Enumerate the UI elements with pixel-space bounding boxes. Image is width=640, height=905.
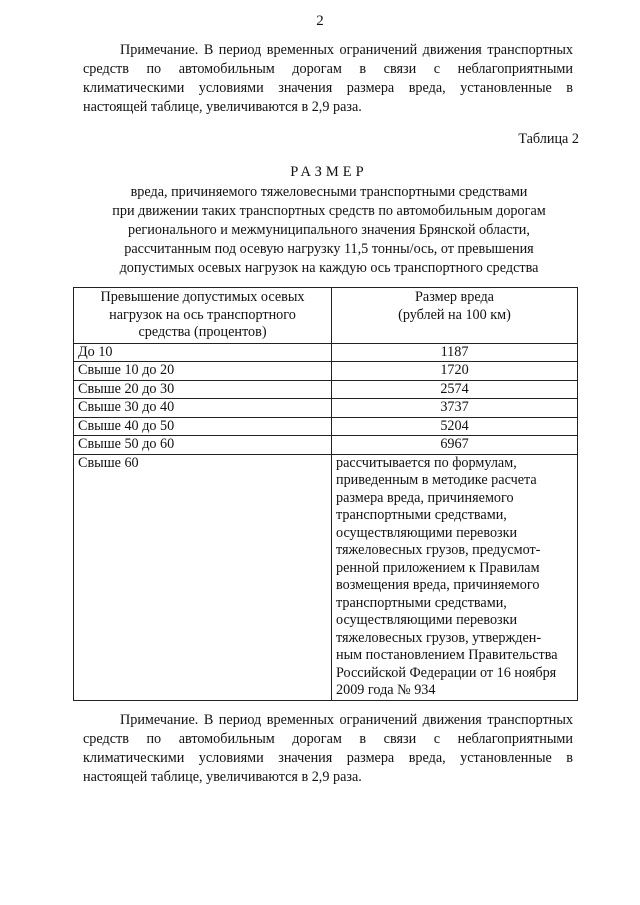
formula-line: тяжеловесных грузов, предусмот- — [336, 542, 541, 558]
heading-title: РАЗМЕР — [290, 164, 368, 180]
formula-line: тяжеловесных грузов, утвержден- — [336, 629, 542, 646]
formula-cell — [332, 454, 578, 700]
table-row — [74, 343, 578, 362]
heading-line-2: при движении таких транспортных средств по автомобильным дорогам — [112, 203, 546, 219]
amount-cell: 2574 — [332, 380, 578, 399]
amount-cell: 3737 — [332, 399, 578, 418]
formula-line: ренной приложением к Правилам — [336, 559, 540, 576]
heading-line-5: допустимых осевых нагрузок на каждую ось транспортного средства — [119, 260, 539, 276]
damage-table — [73, 287, 578, 701]
formula-line: приведенным в методике расчета — [336, 472, 537, 488]
header-load — [74, 288, 332, 344]
table-row — [74, 380, 578, 399]
load-cell: Свыше 50 до 60 — [74, 436, 332, 455]
table-label: Таблица 2 — [518, 131, 579, 147]
formula-line: транспортными средствами, — [336, 594, 507, 611]
table-row — [74, 399, 578, 418]
table-row — [74, 436, 578, 455]
heading-line-4: рассчитанным под осевую нагрузку 11,5 тонны/ось, от превышения — [124, 241, 534, 257]
header-amount-line: (рублей на 100 км) — [398, 306, 511, 323]
table-row-last — [74, 454, 578, 700]
table-header-row — [74, 288, 578, 344]
header-load-line: Превышение допустимых осевых — [100, 289, 305, 305]
amount-cell: 6967 — [332, 436, 578, 455]
amount-cell: 1720 — [332, 362, 578, 381]
formula-line: осуществляющими перевозки — [336, 612, 518, 628]
table-row — [74, 417, 578, 436]
note-bottom: Примечание. В период временных ограничений движения транспортных средств по автомобильным дорогам в связи с неблагоприятными климатическими условиями значения размера вреда, установленные в настоящей таблице, увеличиваются в 2,9 раза. — [83, 712, 573, 785]
load-cell: До 10 — [74, 343, 332, 362]
formula-line: Российской Федерации от 16 ноября — [336, 664, 557, 681]
load-cell: Свыше 10 до 20 — [74, 362, 332, 381]
amount-cell: 5204 — [332, 417, 578, 436]
heading-line-1: вреда, причиняемого тяжеловесными транспортными средствами — [130, 184, 528, 200]
amount-cell: 1187 — [332, 343, 578, 362]
table-row — [74, 362, 578, 381]
header-load-line: средства (процентов) — [138, 324, 267, 340]
header-amount-line: Размер вреда — [415, 289, 494, 305]
formula-line: транспортными средствами, — [336, 507, 507, 523]
note-top: Примечание. В период временных ограничений движения транспортных средств по автомобильным дорогам в связи с неблагоприятными климатическими условиями значения размера вреда, установленные в настоящей таблице, увеличиваются в 2,9 раза. — [83, 42, 573, 115]
header-load-line: нагрузок на ось транспортного — [109, 306, 296, 323]
load-cell: Свыше 20 до 30 — [74, 380, 332, 399]
table-heading — [83, 163, 575, 278]
page-number: 2 — [316, 13, 324, 29]
header-amount — [332, 288, 578, 344]
load-cell: Свыше 40 до 50 — [74, 417, 332, 436]
load-cell: Свыше 30 до 40 — [74, 399, 332, 418]
formula-line: возмещения вреда, причиняемого — [336, 577, 540, 593]
formula-line: рассчитывается по формулам, — [336, 454, 517, 471]
formula-line: размера вреда, причиняемого — [336, 489, 514, 506]
load-cell: Свыше 60 — [74, 454, 332, 700]
formula-line: 2009 года № 934 — [336, 682, 436, 698]
formula-line: ным постановлением Правительства — [336, 647, 558, 663]
heading-line-3: регионального и межмуниципального значения Брянской области, — [128, 222, 530, 238]
formula-line: осуществляющими перевозки — [336, 524, 518, 541]
